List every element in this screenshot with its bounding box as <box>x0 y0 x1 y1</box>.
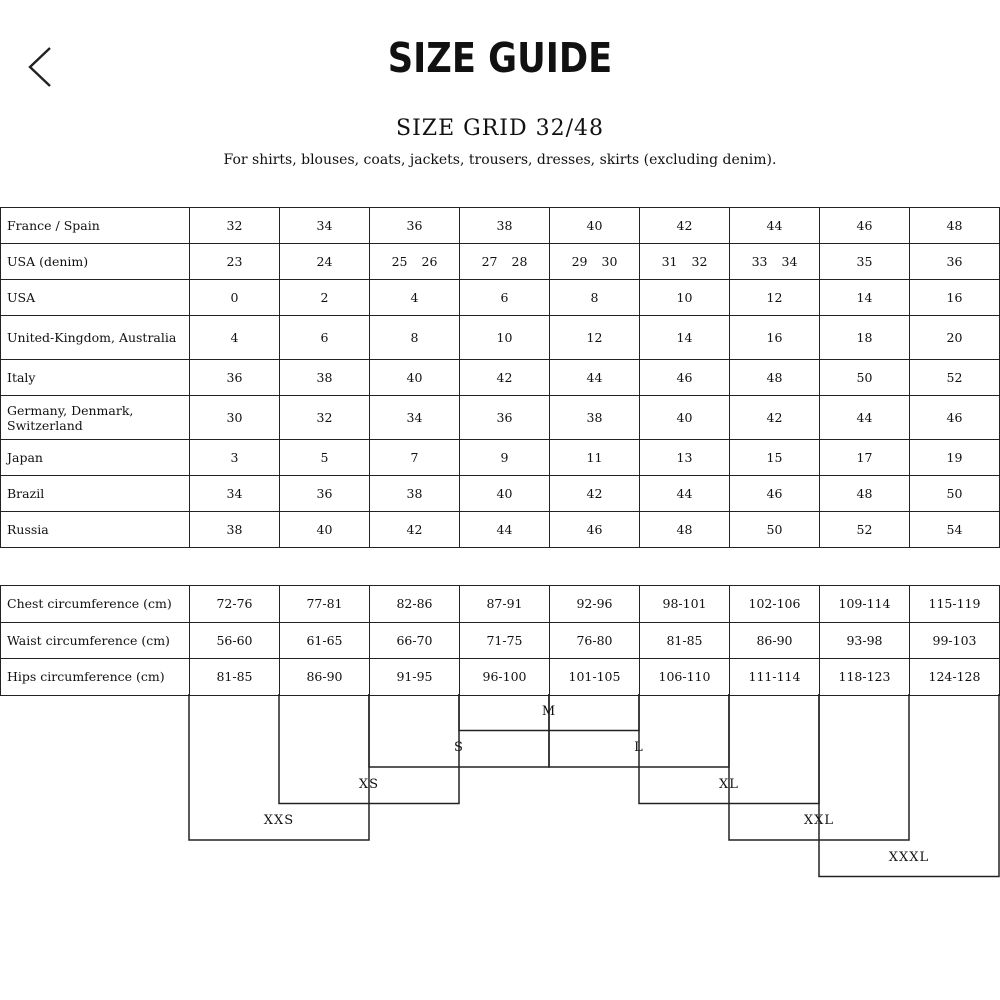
table-cell: 23 <box>190 244 280 280</box>
table-cell: 10 <box>640 280 730 316</box>
row-label: Russia <box>1 512 190 548</box>
table-cell: 91-95 <box>370 659 460 696</box>
row-label: USA <box>1 280 190 316</box>
table-cell: 34 <box>190 476 280 512</box>
size-row <box>1 476 1000 512</box>
table-cell: 72-76 <box>190 586 280 623</box>
table-cell: 52 <box>820 512 910 548</box>
table-cell: 50 <box>910 476 1000 512</box>
row-label: Hips circumference (cm) <box>1 659 190 696</box>
table-cell: 111-114 <box>730 659 820 696</box>
table-cell: 54 <box>910 512 1000 548</box>
table-cell: 31 32 <box>640 244 730 280</box>
size-label-xs: XS <box>358 776 380 792</box>
table-cell: 40 <box>640 396 730 440</box>
size-row <box>1 244 1000 280</box>
table-cell: 38 <box>550 396 640 440</box>
row-label: Chest circumference (cm) <box>1 586 190 623</box>
table-cell: 92-96 <box>550 586 640 623</box>
size-grid-title: SIZE GRID 32/48 <box>396 116 604 141</box>
table-cell: 5 <box>280 440 370 476</box>
measurement-row <box>1 622 1000 659</box>
table-cell: 109-114 <box>820 586 910 623</box>
table-cell: 48 <box>730 360 820 396</box>
row-label: USA (denim) <box>1 244 190 280</box>
table-cell: 82-86 <box>370 586 460 623</box>
table-cell: 34 <box>280 208 370 244</box>
size-label-m: M <box>541 703 557 719</box>
table-cell: 44 <box>730 208 820 244</box>
table-cell: 10 <box>460 316 550 360</box>
table-cell: 9 <box>460 440 550 476</box>
table-cell: 50 <box>730 512 820 548</box>
table-cell: 40 <box>280 512 370 548</box>
table-cell: 27 28 <box>460 244 550 280</box>
table-cell: 6 <box>460 280 550 316</box>
table-cell: 3 <box>190 440 280 476</box>
table-cell: 46 <box>910 396 1000 440</box>
table-cell: 38 <box>370 476 460 512</box>
table-cell: 25 26 <box>370 244 460 280</box>
table-cell: 81-85 <box>190 659 280 696</box>
table-cell: 40 <box>370 360 460 396</box>
table-cell: 48 <box>820 476 910 512</box>
row-label: Japan <box>1 440 190 476</box>
table-cell: 106-110 <box>640 659 730 696</box>
table-cell: 14 <box>640 316 730 360</box>
table-cell: 4 <box>370 280 460 316</box>
table-cell: 66-70 <box>370 622 460 659</box>
table-cell: 99-103 <box>910 622 1000 659</box>
table-cell: 12 <box>550 316 640 360</box>
size-row <box>1 360 1000 396</box>
table-cell: 50 <box>820 360 910 396</box>
table-cell: 77-81 <box>280 586 370 623</box>
table-cell: 42 <box>640 208 730 244</box>
table-cell: 42 <box>730 396 820 440</box>
size-row <box>1 280 1000 316</box>
table-cell: 13 <box>640 440 730 476</box>
table-cell: 42 <box>370 512 460 548</box>
table-cell: 61-65 <box>280 622 370 659</box>
table-cell: 86-90 <box>730 622 820 659</box>
table-cell: 16 <box>730 316 820 360</box>
table-cell: 36 <box>370 208 460 244</box>
size-row <box>1 512 1000 548</box>
table-cell: 71-75 <box>460 622 550 659</box>
size-label-l: L <box>634 740 644 755</box>
table-cell: 36 <box>910 244 1000 280</box>
table-cell: 35 <box>820 244 910 280</box>
size-conversion-table <box>0 207 1000 548</box>
size-row <box>1 316 1000 360</box>
size-row <box>1 396 1000 440</box>
page-title: SIZE GUIDE <box>387 34 613 82</box>
table-cell: 76-80 <box>550 622 640 659</box>
table-cell: 36 <box>190 360 280 396</box>
table-cell: 40 <box>460 476 550 512</box>
table-cell: 18 <box>820 316 910 360</box>
row-label: United-Kingdom, Australia <box>1 316 190 360</box>
table-cell: 93-98 <box>820 622 910 659</box>
table-cell: 44 <box>460 512 550 548</box>
table-cell: 56-60 <box>190 622 280 659</box>
table-cell: 12 <box>730 280 820 316</box>
size-label-s: S <box>454 740 464 755</box>
back-button[interactable] <box>22 40 62 92</box>
table-cell: 6 <box>280 316 370 360</box>
row-label: Germany, Denmark, Switzerland <box>1 396 190 440</box>
size-label-xxl: XXL <box>803 813 835 828</box>
table-cell: 33 34 <box>730 244 820 280</box>
table-cell: 17 <box>820 440 910 476</box>
table-cell: 98-101 <box>640 586 730 623</box>
table-cell: 36 <box>460 396 550 440</box>
table-cell: 87-91 <box>460 586 550 623</box>
size-label-xxs: XXS <box>263 813 295 828</box>
row-label: Brazil <box>1 476 190 512</box>
table-cell: 48 <box>910 208 1000 244</box>
letter-size-brackets <box>0 694 1000 884</box>
size-row <box>1 440 1000 476</box>
row-label: Waist circumference (cm) <box>1 622 190 659</box>
table-cell: 38 <box>280 360 370 396</box>
table-cell: 40 <box>550 208 640 244</box>
table-cell: 32 <box>280 396 370 440</box>
table-cell: 44 <box>550 360 640 396</box>
measurement-row <box>1 586 1000 623</box>
table-cell: 2 <box>280 280 370 316</box>
size-grid-subtitle: For shirts, blouses, coats, jackets, trousers, dresses, skirts (excluding denim). <box>223 152 777 168</box>
table-cell: 34 <box>370 396 460 440</box>
table-cell: 24 <box>280 244 370 280</box>
table-cell: 36 <box>280 476 370 512</box>
size-row <box>1 208 1000 244</box>
row-label: Italy <box>1 360 190 396</box>
table-cell: 0 <box>190 280 280 316</box>
table-cell: 29 30 <box>550 244 640 280</box>
table-cell: 101-105 <box>550 659 640 696</box>
table-cell: 32 <box>190 208 280 244</box>
table-cell: 86-90 <box>280 659 370 696</box>
table-cell: 19 <box>910 440 1000 476</box>
table-cell: 7 <box>370 440 460 476</box>
row-label: France / Spain <box>1 208 190 244</box>
table-cell: 11 <box>550 440 640 476</box>
table-cell: 44 <box>820 396 910 440</box>
table-cell: 15 <box>730 440 820 476</box>
measurements-table <box>0 585 1000 696</box>
table-cell: 16 <box>910 280 1000 316</box>
table-cell: 42 <box>460 360 550 396</box>
table-cell: 115-119 <box>910 586 1000 623</box>
table-cell: 118-123 <box>820 659 910 696</box>
table-cell: 52 <box>910 360 1000 396</box>
table-cell: 46 <box>550 512 640 548</box>
table-cell: 38 <box>190 512 280 548</box>
table-cell: 8 <box>550 280 640 316</box>
table-cell: 38 <box>460 208 550 244</box>
table-cell: 102-106 <box>730 586 820 623</box>
table-cell: 44 <box>640 476 730 512</box>
table-cell: 46 <box>820 208 910 244</box>
table-cell: 4 <box>190 316 280 360</box>
size-label-xl: XL <box>719 776 739 792</box>
table-cell: 46 <box>640 360 730 396</box>
table-cell: 124-128 <box>910 659 1000 696</box>
table-cell: 42 <box>550 476 640 512</box>
table-cell: 30 <box>190 396 280 440</box>
table-cell: 20 <box>910 316 1000 360</box>
table-cell: 46 <box>730 476 820 512</box>
size-label-xxxl: XXXL <box>888 849 930 865</box>
measurement-row <box>1 659 1000 696</box>
table-cell: 8 <box>370 316 460 360</box>
table-cell: 48 <box>640 512 730 548</box>
table-cell: 96-100 <box>460 659 550 696</box>
chevron-left-icon <box>22 40 62 92</box>
table-cell: 81-85 <box>640 622 730 659</box>
table-cell: 14 <box>820 280 910 316</box>
